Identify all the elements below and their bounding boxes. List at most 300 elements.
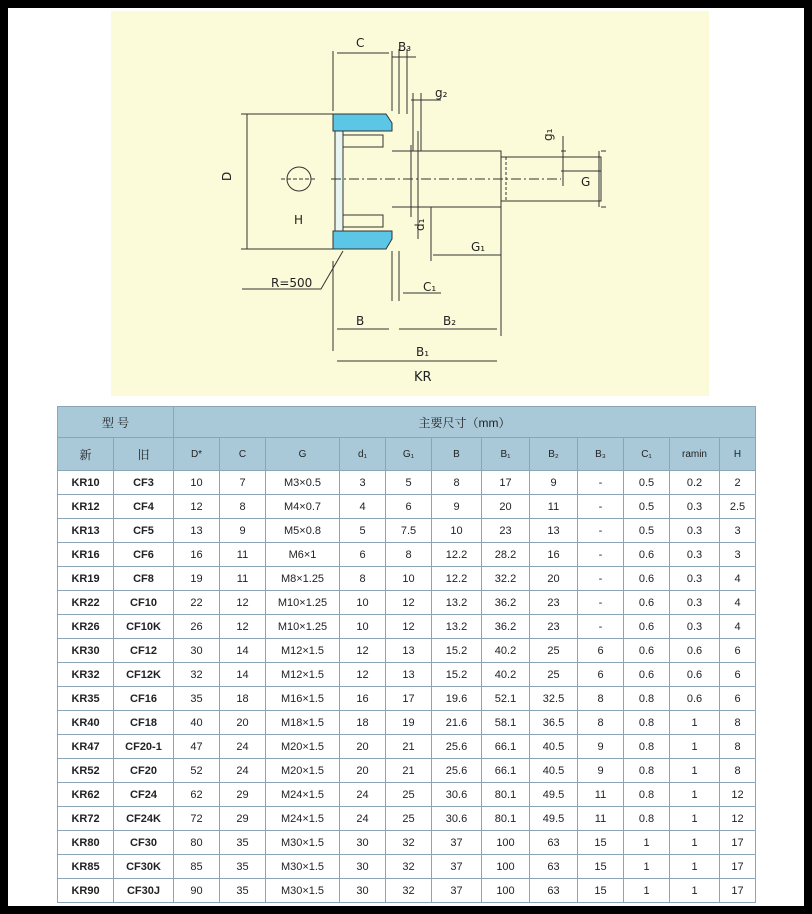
- table-row: [58, 783, 756, 807]
- table-cell: 40: [174, 711, 220, 735]
- table-cell: 36.5: [530, 711, 578, 735]
- table-cell: 6: [578, 663, 624, 687]
- table-cell: 0.8: [624, 687, 670, 711]
- table-cell: 9: [578, 735, 624, 759]
- table-row: [58, 855, 756, 879]
- table-cell: 0.8: [624, 783, 670, 807]
- table-cell: 25.6: [432, 735, 482, 759]
- table-cell: 35: [220, 855, 266, 879]
- model-old-cell: CF12: [114, 639, 174, 663]
- table-cell: M4×0.7: [266, 495, 340, 519]
- table-row: [58, 687, 756, 711]
- table-cell: M24×1.5: [266, 783, 340, 807]
- table-cell: 9: [578, 759, 624, 783]
- table-cell: 20: [220, 711, 266, 735]
- radius-label: R=500: [271, 276, 313, 290]
- model-new-cell: KR47: [58, 735, 114, 759]
- table-cell: 24: [220, 759, 266, 783]
- table-row: [58, 663, 756, 687]
- model-new-cell: KR62: [58, 783, 114, 807]
- table-cell: M16×1.5: [266, 687, 340, 711]
- page-frame: [8, 8, 804, 906]
- table-cell: 4: [720, 591, 756, 615]
- table-cell: 0.6: [670, 687, 720, 711]
- kr-technical-drawing: [111, 11, 709, 396]
- table-row: [58, 711, 756, 735]
- table-cell: 12.2: [432, 567, 482, 591]
- model-old-cell: CF24: [114, 783, 174, 807]
- table-cell: 4: [720, 615, 756, 639]
- table-cell: 0.8: [624, 735, 670, 759]
- dim-g2-label: g₂: [435, 86, 448, 100]
- table-row: [58, 471, 756, 495]
- table-cell: -: [578, 567, 624, 591]
- table-cell: 12: [220, 615, 266, 639]
- table-cell: 100: [482, 879, 530, 903]
- table-cell: 28.2: [482, 543, 530, 567]
- model-old-cell: CF4: [114, 495, 174, 519]
- table-row: [58, 519, 756, 543]
- table-cell: 1: [670, 807, 720, 831]
- dimensions-header: 主要尺寸（mm）: [174, 407, 756, 438]
- table-cell: 0.5: [624, 495, 670, 519]
- table-cell: 7: [220, 471, 266, 495]
- table-cell: 90: [174, 879, 220, 903]
- table-cell: M10×1.25: [266, 615, 340, 639]
- table-cell: 63: [530, 855, 578, 879]
- column-header: C: [220, 438, 266, 471]
- table-cell: 13.2: [432, 615, 482, 639]
- table-cell: 8: [220, 495, 266, 519]
- table-cell: 6: [578, 639, 624, 663]
- table-cell: 0.3: [670, 519, 720, 543]
- table-cell: 100: [482, 831, 530, 855]
- table-cell: 47: [174, 735, 220, 759]
- model-new-cell: KR22: [58, 591, 114, 615]
- table-cell: 0.6: [624, 567, 670, 591]
- table-cell: M10×1.25: [266, 591, 340, 615]
- table-cell: 17: [720, 855, 756, 879]
- table-cell: 13.2: [432, 591, 482, 615]
- table-cell: 37: [432, 879, 482, 903]
- table-cell: -: [578, 519, 624, 543]
- column-header: B₃: [578, 438, 624, 471]
- table-cell: 0.6: [624, 663, 670, 687]
- dim-b1-label: B₁: [416, 345, 430, 359]
- table-cell: 21: [386, 735, 432, 759]
- column-header: C₁: [624, 438, 670, 471]
- table-cell: M12×1.5: [266, 639, 340, 663]
- table-cell: 9: [220, 519, 266, 543]
- table-cell: 26: [174, 615, 220, 639]
- model-new-cell: KR10: [58, 471, 114, 495]
- table-cell: 30.6: [432, 807, 482, 831]
- table-row: [58, 735, 756, 759]
- table-cell: 15: [578, 831, 624, 855]
- model-new-cell: KR32: [58, 663, 114, 687]
- table-cell: 100: [482, 855, 530, 879]
- table-cell: 35: [174, 687, 220, 711]
- table-cell: 5: [340, 519, 386, 543]
- table-cell: 8: [386, 543, 432, 567]
- table-cell: 30: [340, 831, 386, 855]
- table-cell: 9: [432, 495, 482, 519]
- column-header: B: [432, 438, 482, 471]
- model-old-cell: CF10: [114, 591, 174, 615]
- table-cell: 0.8: [624, 807, 670, 831]
- table-cell: 0.6: [670, 639, 720, 663]
- table-cell: 0.3: [670, 591, 720, 615]
- table-cell: 13: [174, 519, 220, 543]
- table-cell: 35: [220, 831, 266, 855]
- table-cell: 11: [220, 543, 266, 567]
- column-header: 新: [58, 438, 114, 471]
- table-cell: 32: [386, 879, 432, 903]
- table-cell: 23: [530, 615, 578, 639]
- table-cell: M12×1.5: [266, 663, 340, 687]
- table-cell: 8: [432, 471, 482, 495]
- table-cell: 32.2: [482, 567, 530, 591]
- model-new-cell: KR16: [58, 543, 114, 567]
- table-row: [58, 591, 756, 615]
- table-cell: 25.6: [432, 759, 482, 783]
- table-cell: 2: [720, 471, 756, 495]
- dim-d1-label: d₁: [413, 218, 427, 231]
- table-cell: 80.1: [482, 783, 530, 807]
- table-cell: 15.2: [432, 663, 482, 687]
- column-header: d₁: [340, 438, 386, 471]
- table-cell: 12: [386, 615, 432, 639]
- table-row: [58, 543, 756, 567]
- table-cell: 10: [174, 471, 220, 495]
- table-cell: 52: [174, 759, 220, 783]
- table-cell: 2.5: [720, 495, 756, 519]
- table-cell: M8×1.25: [266, 567, 340, 591]
- table-cell: 30: [174, 639, 220, 663]
- table-cell: 32: [386, 831, 432, 855]
- table-cell: 8: [720, 735, 756, 759]
- table-header-row-1: [58, 407, 756, 438]
- model-old-cell: CF3: [114, 471, 174, 495]
- table-body: [58, 471, 756, 903]
- table-cell: 0.3: [670, 567, 720, 591]
- dim-b-label: B: [356, 314, 365, 328]
- table-cell: 3: [720, 543, 756, 567]
- dim-c1-label: C₁: [423, 280, 437, 294]
- model-old-cell: CF20-1: [114, 735, 174, 759]
- table-cell: 12: [720, 783, 756, 807]
- model-new-cell: KR90: [58, 879, 114, 903]
- table-cell: 13: [386, 663, 432, 687]
- table-cell: 8: [720, 759, 756, 783]
- table-cell: 13: [530, 519, 578, 543]
- model-new-cell: KR85: [58, 855, 114, 879]
- table-cell: 37: [432, 831, 482, 855]
- table-cell: M30×1.5: [266, 855, 340, 879]
- dim-g-label: G: [581, 175, 591, 189]
- table-cell: 10: [386, 567, 432, 591]
- table-cell: 40.5: [530, 759, 578, 783]
- table-cell: 1: [670, 879, 720, 903]
- model-new-cell: KR52: [58, 759, 114, 783]
- table-cell: -: [578, 591, 624, 615]
- table-cell: M18×1.5: [266, 711, 340, 735]
- model-old-cell: CF30: [114, 831, 174, 855]
- model-old-cell: CF30K: [114, 855, 174, 879]
- table-cell: -: [578, 495, 624, 519]
- table-cell: 12: [174, 495, 220, 519]
- dim-g1-label: g₁: [541, 128, 555, 141]
- table-cell: M30×1.5: [266, 879, 340, 903]
- table-cell: 17: [386, 687, 432, 711]
- dim-d-label: D: [220, 171, 234, 181]
- table-cell: 25: [530, 639, 578, 663]
- model-new-cell: KR19: [58, 567, 114, 591]
- dim-g1-upper-label: G₁: [471, 240, 486, 254]
- table-row: [58, 495, 756, 519]
- table-cell: 0.8: [624, 759, 670, 783]
- table-cell: 66.1: [482, 735, 530, 759]
- table-cell: 30: [340, 879, 386, 903]
- column-header: G₁: [386, 438, 432, 471]
- table-cell: 12: [220, 591, 266, 615]
- table-cell: 20: [340, 759, 386, 783]
- table-cell: 58.1: [482, 711, 530, 735]
- table-row: [58, 615, 756, 639]
- table-cell: 18: [340, 711, 386, 735]
- table-cell: 6: [340, 543, 386, 567]
- table-cell: 37: [432, 855, 482, 879]
- table-cell: 17: [720, 831, 756, 855]
- table-cell: 10: [340, 615, 386, 639]
- column-header: H: [720, 438, 756, 471]
- table-cell: 11: [578, 807, 624, 831]
- table-cell: -: [578, 471, 624, 495]
- table-cell: 0.3: [670, 615, 720, 639]
- column-header: D*: [174, 438, 220, 471]
- table-cell: -: [578, 543, 624, 567]
- table-cell: 25: [530, 663, 578, 687]
- table-cell: 14: [220, 639, 266, 663]
- table-cell: 8: [720, 711, 756, 735]
- table-cell: 24: [340, 783, 386, 807]
- dim-b3-label: B₃: [398, 40, 412, 54]
- table-cell: 40.5: [530, 735, 578, 759]
- table-cell: 25: [386, 783, 432, 807]
- table-cell: 24: [220, 735, 266, 759]
- model-old-cell: CF6: [114, 543, 174, 567]
- table-cell: 63: [530, 879, 578, 903]
- table-cell: 0.6: [624, 543, 670, 567]
- model-new-cell: KR80: [58, 831, 114, 855]
- model-old-cell: CF5: [114, 519, 174, 543]
- table-cell: 49.5: [530, 783, 578, 807]
- model-new-cell: KR12: [58, 495, 114, 519]
- table-cell: 1: [624, 855, 670, 879]
- column-header: B₂: [530, 438, 578, 471]
- table-cell: 1: [670, 759, 720, 783]
- table-cell: M3×0.5: [266, 471, 340, 495]
- table-cell: 1: [670, 735, 720, 759]
- table-cell: 16: [530, 543, 578, 567]
- table-cell: 63: [530, 831, 578, 855]
- table-cell: 19: [174, 567, 220, 591]
- table-cell: 5: [386, 471, 432, 495]
- table-cell: 52.1: [482, 687, 530, 711]
- table-cell: 22: [174, 591, 220, 615]
- table-cell: M5×0.8: [266, 519, 340, 543]
- table-cell: 1: [624, 831, 670, 855]
- table-cell: 6: [720, 639, 756, 663]
- table-cell: 36.2: [482, 615, 530, 639]
- dim-c-label: C: [356, 36, 365, 50]
- table-header-row-2: [58, 438, 756, 471]
- model-old-cell: CF24K: [114, 807, 174, 831]
- table-cell: 18: [220, 687, 266, 711]
- model-old-cell: CF30J: [114, 879, 174, 903]
- table-cell: 66.1: [482, 759, 530, 783]
- model-new-cell: KR40: [58, 711, 114, 735]
- table-cell: M20×1.5: [266, 759, 340, 783]
- model-new-cell: KR13: [58, 519, 114, 543]
- table-cell: 11: [530, 495, 578, 519]
- table-cell: 0.2: [670, 471, 720, 495]
- table-cell: 3: [340, 471, 386, 495]
- table-cell: 10: [340, 591, 386, 615]
- table-cell: 36.2: [482, 591, 530, 615]
- table-cell: 8: [578, 711, 624, 735]
- table-cell: 12: [340, 639, 386, 663]
- table-cell: 80: [174, 831, 220, 855]
- table-cell: 15: [578, 855, 624, 879]
- table-cell: 0.5: [624, 471, 670, 495]
- table-cell: -: [578, 615, 624, 639]
- table-cell: 49.5: [530, 807, 578, 831]
- table-cell: 80.1: [482, 807, 530, 831]
- table-cell: 19: [386, 711, 432, 735]
- model-old-cell: CF16: [114, 687, 174, 711]
- model-new-cell: KR26: [58, 615, 114, 639]
- table-cell: 11: [578, 783, 624, 807]
- table-cell: 0.3: [670, 495, 720, 519]
- table-cell: M30×1.5: [266, 831, 340, 855]
- table-cell: M6×1: [266, 543, 340, 567]
- model-new-cell: KR30: [58, 639, 114, 663]
- table-cell: 0.6: [624, 639, 670, 663]
- table-cell: 29: [220, 783, 266, 807]
- table-cell: 24: [340, 807, 386, 831]
- table-cell: 15: [578, 879, 624, 903]
- dimension-table: [57, 406, 756, 903]
- table-cell: 23: [482, 519, 530, 543]
- model-old-cell: CF20: [114, 759, 174, 783]
- table-cell: 21.6: [432, 711, 482, 735]
- table-cell: 20: [340, 735, 386, 759]
- table-cell: 10: [432, 519, 482, 543]
- dim-b2-label: B₂: [443, 314, 457, 328]
- table-cell: 40.2: [482, 639, 530, 663]
- table-cell: 14: [220, 663, 266, 687]
- table-cell: 0.5: [624, 519, 670, 543]
- column-header: ramin: [670, 438, 720, 471]
- table-cell: 6: [720, 663, 756, 687]
- column-header: B₁: [482, 438, 530, 471]
- table-cell: 6: [720, 687, 756, 711]
- model-old-cell: CF10K: [114, 615, 174, 639]
- table-cell: 0.8: [624, 711, 670, 735]
- model-old-cell: CF18: [114, 711, 174, 735]
- kr-drawing-svg: [111, 11, 709, 396]
- table-cell: 32.5: [530, 687, 578, 711]
- table-cell: 40.2: [482, 663, 530, 687]
- table-cell: 32: [174, 663, 220, 687]
- table-cell: 7.5: [386, 519, 432, 543]
- table-cell: 3: [720, 519, 756, 543]
- table-cell: 17: [720, 879, 756, 903]
- model-new-cell: KR72: [58, 807, 114, 831]
- table-cell: 1: [624, 879, 670, 903]
- table-cell: 17: [482, 471, 530, 495]
- table-cell: 32: [386, 855, 432, 879]
- table-cell: 1: [670, 783, 720, 807]
- table-row: [58, 879, 756, 903]
- table-cell: 8: [340, 567, 386, 591]
- table-row: [58, 639, 756, 663]
- table-cell: 0.6: [624, 615, 670, 639]
- table-cell: 30.6: [432, 783, 482, 807]
- table-cell: 72: [174, 807, 220, 831]
- table-cell: M20×1.5: [266, 735, 340, 759]
- table-cell: 20: [482, 495, 530, 519]
- table-cell: 11: [220, 567, 266, 591]
- table-cell: 12: [386, 591, 432, 615]
- table-cell: 12: [340, 663, 386, 687]
- table-cell: 6: [386, 495, 432, 519]
- table-cell: 19.6: [432, 687, 482, 711]
- drawing-title: KR: [414, 370, 432, 385]
- table-cell: M24×1.5: [266, 807, 340, 831]
- table-cell: 8: [578, 687, 624, 711]
- table-row: [58, 567, 756, 591]
- model-new-cell: KR35: [58, 687, 114, 711]
- table-cell: 16: [340, 687, 386, 711]
- table-cell: 13: [386, 639, 432, 663]
- table-cell: 4: [720, 567, 756, 591]
- table-cell: 12: [720, 807, 756, 831]
- table-cell: 21: [386, 759, 432, 783]
- table-cell: 85: [174, 855, 220, 879]
- table-cell: 15.2: [432, 639, 482, 663]
- table-row: [58, 807, 756, 831]
- table-cell: 29: [220, 807, 266, 831]
- table-cell: 0.3: [670, 543, 720, 567]
- table-cell: 16: [174, 543, 220, 567]
- table-cell: 0.6: [670, 663, 720, 687]
- column-header: 旧: [114, 438, 174, 471]
- table-cell: 62: [174, 783, 220, 807]
- table-row: [58, 759, 756, 783]
- table-cell: 23: [530, 591, 578, 615]
- model-old-cell: CF8: [114, 567, 174, 591]
- table-cell: 0.6: [624, 591, 670, 615]
- column-header: G: [266, 438, 340, 471]
- table-cell: 25: [386, 807, 432, 831]
- dim-h-label: H: [294, 213, 304, 227]
- model-old-cell: CF12K: [114, 663, 174, 687]
- table-cell: 12.2: [432, 543, 482, 567]
- table-cell: 20: [530, 567, 578, 591]
- table-cell: 35: [220, 879, 266, 903]
